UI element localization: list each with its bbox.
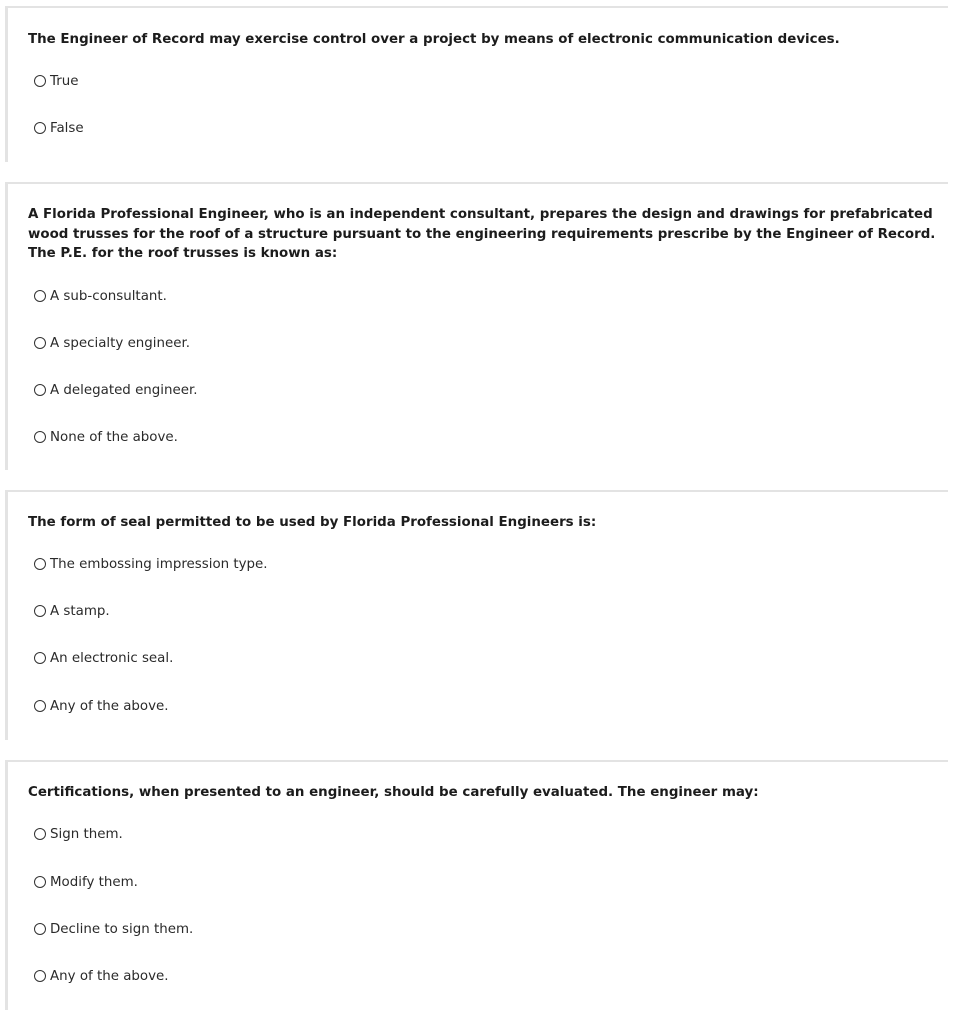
question-4-prompt: Certifications, when presented to an engineer, should be carefully evaluated. The engineer may: (28, 785, 759, 800)
question-2-prompt: A Florida Professional Engineer, who is an independent consultant, prepares the design and drawings for prefabricated wood trusses for the roof of a structure pursuant to the engineering requirements prescribe by the Engineer of Record. The P.E. for the roof trusses is known as: (28, 207, 936, 261)
question-3-option-4[interactable] (34, 696, 169, 716)
option-label: A stamp. (50, 603, 110, 619)
option-label: An electronic seal. (50, 650, 174, 666)
option-label: Any of the above. (50, 698, 169, 714)
question-1-option-1[interactable] (34, 71, 78, 91)
radio-button-icon[interactable] (34, 700, 46, 712)
option-label: A specialty engineer. (50, 335, 191, 351)
question-4-option-3[interactable] (34, 919, 193, 939)
radio-button-icon[interactable] (34, 122, 46, 134)
radio-button-icon[interactable] (34, 290, 46, 302)
question-2 (5, 182, 948, 470)
radio-button-icon[interactable] (34, 970, 46, 982)
option-label: True (50, 73, 79, 89)
question-1-prompt: The Engineer of Record may exercise control over a project by means of electronic communication devices. (28, 32, 840, 47)
question-3-option-2[interactable] (34, 601, 110, 621)
question-2-option-1[interactable] (34, 286, 167, 306)
question-2-option-3[interactable] (34, 380, 198, 400)
option-label: Sign them. (50, 826, 123, 842)
radio-button-icon[interactable] (34, 558, 46, 570)
radio-button-icon[interactable] (34, 384, 46, 396)
option-label: None of the above. (50, 429, 178, 445)
radio-button-icon[interactable] (34, 828, 46, 840)
question-1-option-2[interactable] (34, 118, 84, 138)
question-4-option-4[interactable] (34, 966, 169, 986)
option-label: The embossing impression type. (50, 556, 268, 572)
option-label: Modify them. (50, 874, 138, 890)
radio-button-icon[interactable] (34, 75, 46, 87)
radio-button-icon[interactable] (34, 923, 46, 935)
radio-button-icon[interactable] (34, 876, 46, 888)
question-4 (5, 760, 948, 1010)
question-2-option-2[interactable] (34, 333, 190, 353)
radio-button-icon[interactable] (34, 431, 46, 443)
question-3-prompt: The form of seal permitted to be used by Florida Professional Engineers is: (28, 515, 597, 530)
question-3-option-3[interactable] (34, 648, 173, 668)
option-label: Decline to sign them. (50, 921, 194, 937)
radio-button-icon[interactable] (34, 605, 46, 617)
question-1 (5, 6, 948, 162)
option-label: A delegated engineer. (50, 382, 198, 398)
option-label: A sub-consultant. (50, 288, 167, 304)
radio-button-icon[interactable] (34, 337, 46, 349)
option-label: Any of the above. (50, 968, 169, 984)
question-4-option-2[interactable] (34, 872, 138, 892)
question-3-option-1[interactable] (34, 554, 268, 574)
option-label: False (50, 120, 84, 136)
question-3 (5, 490, 948, 740)
question-4-option-1[interactable] (34, 824, 123, 844)
radio-button-icon[interactable] (34, 652, 46, 664)
question-2-option-4[interactable] (34, 427, 178, 447)
